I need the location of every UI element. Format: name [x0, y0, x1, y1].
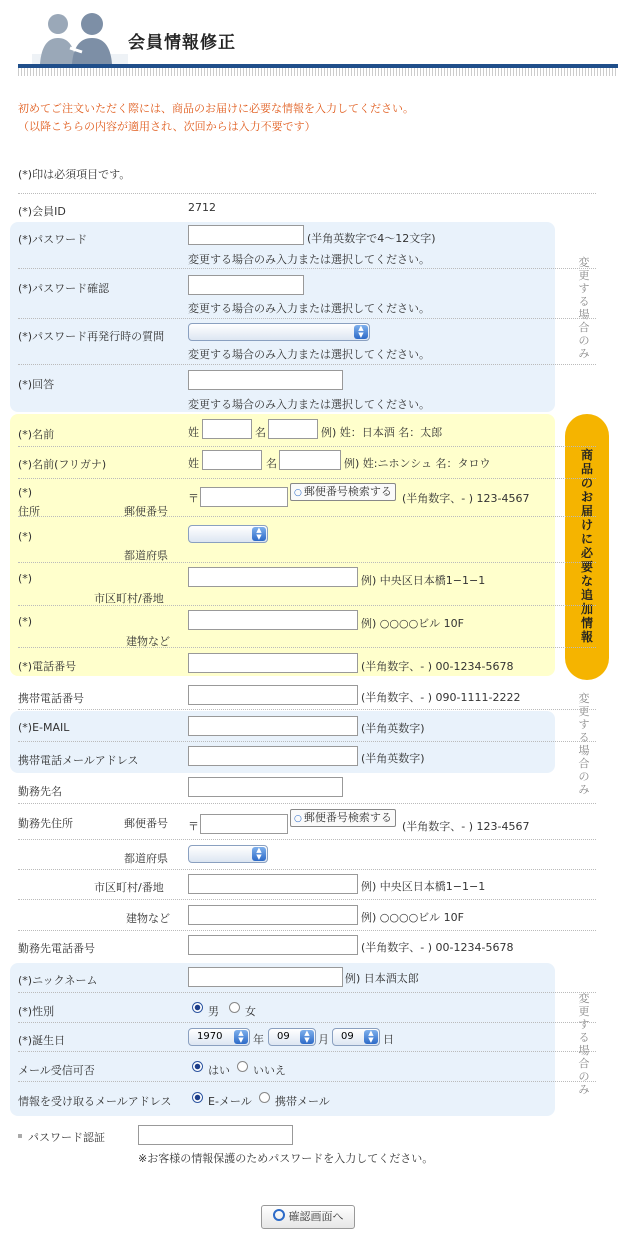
row-divider — [18, 193, 596, 194]
city-example: 例) 中央区日本橋1−1−1 — [361, 574, 486, 587]
work-zip-mark: 〒 — [188, 820, 199, 833]
mobile-example: (半角数字、- ) 090-1111-2222 — [361, 691, 521, 704]
reminder-question-label: (*)パスワード再発行時の質問 — [18, 330, 165, 343]
birth-day-unit: 日 — [383, 1033, 394, 1046]
phone-example: (半角数字、- ) 00-1234-5678 — [361, 660, 514, 673]
zip-input[interactable] — [200, 487, 288, 507]
work-zip-label: 郵便番号 — [124, 817, 168, 830]
birth-day-value: 09 — [341, 1031, 354, 1042]
row-divider — [18, 605, 596, 606]
mobile-email-example: (半角英数字) — [361, 752, 425, 765]
work-building-input[interactable] — [188, 905, 358, 925]
row-divider — [18, 446, 596, 447]
birth-day-select[interactable] — [332, 1028, 380, 1046]
name-sei-label: 姓 — [188, 426, 199, 439]
birth-month-select[interactable] — [268, 1028, 316, 1046]
side-note-change-only-1: 変更する場合のみ — [578, 256, 590, 360]
row-divider — [18, 1022, 596, 1023]
work-phone-example: (半角数字、- ) 00-1234-5678 — [361, 941, 514, 954]
address-required-mark: (*) — [18, 486, 33, 499]
work-name-label: 勤務先名 — [18, 785, 62, 798]
password-auth-input[interactable] — [138, 1125, 293, 1145]
work-city-input[interactable] — [188, 874, 358, 894]
password-note: (半角英数字で4〜12文字) — [307, 232, 436, 245]
chevron-updown-icon: ▲ ▼ — [300, 1030, 314, 1044]
confirm-button[interactable] — [261, 1205, 355, 1229]
row-divider — [18, 268, 596, 269]
zip-search-button-label: 郵便番号検索する — [303, 485, 392, 498]
intro-line-2: （以降こちらの内容が適用され、次回からは入力不要です） — [18, 120, 316, 133]
password-hint: 変更する場合のみ入力または選択してください。 — [188, 253, 430, 266]
name-kana-mei-input[interactable] — [279, 450, 341, 470]
mail-receive-no-radio[interactable] — [237, 1061, 248, 1072]
password-auth-label: パスワード認証 — [28, 1131, 105, 1144]
password-label: (*)パスワード — [18, 233, 88, 246]
gender-label: (*)性別 — [18, 1005, 55, 1018]
work-phone-input[interactable] — [188, 935, 358, 955]
work-city-label: 市区町村/番地 — [94, 881, 164, 894]
nickname-input[interactable] — [188, 967, 343, 987]
row-divider — [18, 869, 596, 870]
mail-type-email-label: E-メール — [208, 1095, 252, 1108]
work-city-example: 例) 中央区日本橋1−1−1 — [361, 880, 486, 893]
intro-line-1: 初めてご注文いただく際には、商品のお届けに必要な情報を入力してください。 — [18, 102, 414, 115]
name-mei-input[interactable] — [268, 419, 318, 439]
row-divider — [18, 741, 596, 742]
birth-year-value: 1970 — [197, 1031, 223, 1042]
gender-female-radio[interactable] — [229, 1002, 240, 1013]
row-divider — [18, 516, 596, 517]
row-divider — [18, 803, 596, 804]
work-building-label: 建物など — [126, 912, 170, 925]
work-zip-example: (半角数字、- ) 123-4567 — [402, 820, 530, 833]
row-divider — [18, 930, 596, 931]
city-required-mark: (*) — [18, 572, 33, 585]
mail-receive-yes-radio[interactable] — [192, 1061, 203, 1072]
password-input[interactable] — [188, 225, 304, 245]
row-divider — [18, 899, 596, 900]
zip-example: (半角数字、- ) 123-4567 — [402, 492, 530, 505]
zip-label: 郵便番号 — [124, 505, 168, 518]
birth-month-value: 09 — [277, 1031, 290, 1042]
circle-icon: ○ — [294, 488, 302, 498]
chevron-updown-icon: ▲ ▼ — [252, 527, 266, 541]
mail-receive-label: メール受信可否 — [18, 1064, 95, 1077]
name-sei-input[interactable] — [202, 419, 252, 439]
row-divider — [18, 1051, 596, 1052]
mobile-email-label: 携帯電話メールアドレス — [18, 754, 139, 767]
name-kana-label: (*)名前(フリガナ) — [18, 458, 107, 471]
work-zip-search-button[interactable] — [290, 809, 396, 827]
password-confirm-input[interactable] — [188, 275, 304, 295]
email-input[interactable] — [188, 716, 358, 736]
gender-female-label: 女 — [245, 1005, 256, 1018]
answer-label: (*)回答 — [18, 378, 55, 391]
name-kana-sei-input[interactable] — [202, 450, 262, 470]
prefecture-select[interactable] — [188, 525, 268, 543]
email-label: (*)E-MAIL — [18, 721, 70, 734]
work-name-input[interactable] — [188, 777, 343, 797]
building-label: 建物など — [126, 635, 170, 648]
password-confirm-label: (*)パスワード確認 — [18, 282, 110, 295]
name-kana-example: 例) 姓:ニホンシュ 名：タロウ — [344, 457, 491, 470]
bullet-icon — [18, 1134, 22, 1138]
mail-type-mobile-radio[interactable] — [259, 1092, 270, 1103]
row-divider — [18, 1081, 596, 1082]
birth-year-unit: 年 — [253, 1033, 264, 1046]
work-zip-search-button-label: 郵便番号検索する — [303, 811, 392, 824]
chevron-updown-icon: ▲ ▼ — [234, 1030, 248, 1044]
phone-label: (*)電話番号 — [18, 660, 77, 673]
member-id-label: (*)会員ID — [18, 205, 66, 218]
work-address-label: 勤務先住所 — [18, 817, 73, 830]
row-divider — [18, 709, 596, 710]
side-note-change-only-3: 変更する場合のみ — [578, 992, 590, 1096]
circle-icon: ○ — [294, 814, 302, 824]
email-example: (半角英数字) — [361, 722, 425, 735]
answer-hint: 変更する場合のみ入力または選択してください。 — [188, 398, 430, 411]
mail-address-type-label: 情報を受け取るメールアドレス — [18, 1095, 172, 1108]
building-example: 例) ○○○○ビル 10F — [361, 617, 465, 630]
birth-month-unit: 月 — [318, 1033, 329, 1046]
side-note-change-only-2: 変更する場合のみ — [578, 692, 590, 796]
name-mei-label: 名 — [255, 426, 266, 439]
nickname-example: 例) 日本酒太郎 — [345, 972, 419, 985]
mobile-label: 携帯電話番号 — [18, 692, 84, 705]
address-label: 住所 — [18, 505, 40, 518]
nickname-label: (*)ニックネーム — [18, 974, 98, 987]
mail-type-mobile-label: 携帯メール — [275, 1095, 330, 1108]
members-icon — [32, 8, 128, 66]
chevron-updown-icon: ▲ ▼ — [354, 325, 368, 339]
name-kana-mei-label: 名 — [266, 457, 277, 470]
birthday-label: (*)誕生日 — [18, 1034, 66, 1047]
reminder-question-select[interactable] — [188, 323, 370, 341]
prefecture-label: 都道府県 — [124, 549, 168, 562]
mail-receive-yes-label: はい — [208, 1064, 230, 1077]
work-building-example: 例) ○○○○ビル 10F — [361, 911, 465, 924]
prefecture-required-mark: (*) — [18, 530, 33, 543]
work-prefecture-select[interactable] — [188, 845, 268, 863]
birth-year-select[interactable] — [188, 1028, 250, 1046]
circle-icon — [273, 1209, 285, 1221]
row-divider — [18, 647, 596, 648]
header-divider-dots — [18, 68, 618, 76]
name-kana-sei-label: 姓 — [188, 457, 199, 470]
row-divider — [18, 992, 596, 993]
work-phone-label: 勤務先電話番号 — [18, 942, 95, 955]
required-info-badge-text: 商品のお届けに必要な追加情報 — [580, 448, 593, 644]
city-label: 市区町村/番地 — [94, 592, 164, 605]
member-id-value: 2712 — [188, 201, 216, 214]
reminder-question-hint: 変更する場合のみ入力または選択してください。 — [188, 348, 430, 361]
work-prefecture-label: 都道府県 — [124, 852, 168, 865]
phone-input[interactable] — [188, 653, 358, 673]
row-divider — [18, 364, 596, 365]
mail-type-email-radio[interactable] — [192, 1092, 203, 1103]
password-confirm-hint: 変更する場合のみ入力または選択してください。 — [188, 302, 430, 315]
zip-search-button[interactable] — [290, 483, 396, 501]
city-input[interactable] — [188, 567, 358, 587]
required-note: (*)印は必須項目です。 — [18, 168, 131, 181]
mail-receive-no-label: いいえ — [253, 1064, 286, 1077]
page-title: 会員情報修正 — [128, 33, 236, 53]
password-auth-note: ※お客様の情報保護のためパスワードを入力してください。 — [138, 1152, 434, 1165]
zip-mark: 〒 — [188, 492, 199, 505]
row-divider — [18, 839, 596, 840]
gender-male-label: 男 — [208, 1005, 219, 1018]
building-required-mark: (*) — [18, 615, 33, 628]
chevron-updown-icon: ▲ ▼ — [252, 847, 266, 861]
building-input[interactable] — [188, 610, 358, 630]
gender-male-radio[interactable] — [192, 1002, 203, 1013]
answer-input[interactable] — [188, 370, 343, 390]
row-divider — [18, 478, 596, 479]
row-divider — [18, 562, 596, 563]
name-label: (*)名前 — [18, 428, 55, 441]
mobile-input[interactable] — [188, 685, 358, 705]
chevron-updown-icon: ▲ ▼ — [364, 1030, 378, 1044]
mobile-email-input[interactable] — [188, 746, 358, 766]
work-zip-input[interactable] — [200, 814, 288, 834]
confirm-button-label: 確認画面へ — [288, 1210, 344, 1223]
name-example: 例) 姓：日本酒 名：太郎 — [321, 426, 443, 439]
row-divider — [18, 318, 596, 319]
